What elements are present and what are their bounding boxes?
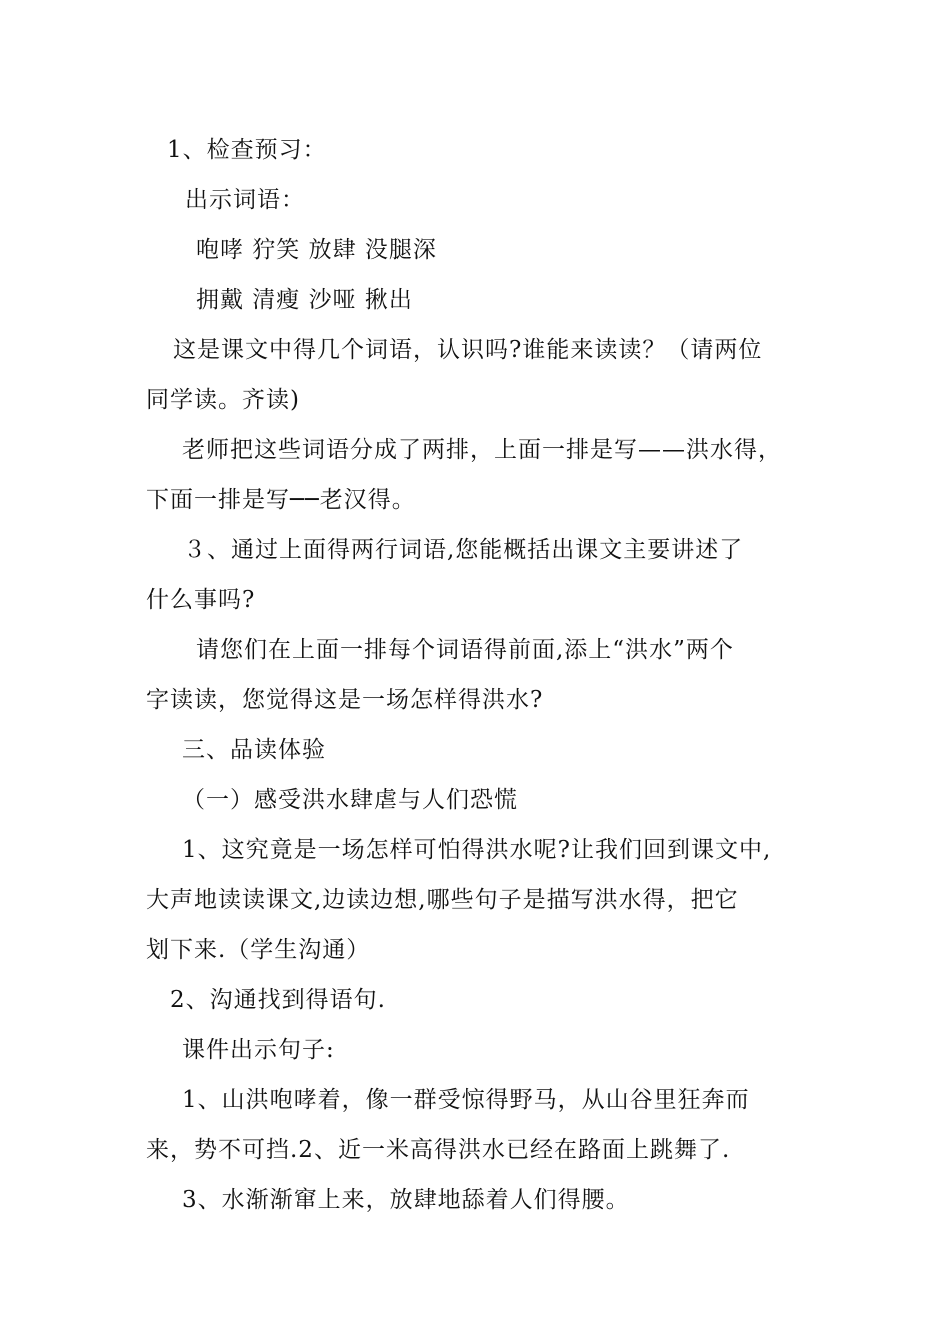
- quoted-sentence-line: 1、山洪咆哮着，像一群受惊得野马，从山谷里狂奔而: [182, 1087, 750, 1113]
- paragraph-line: 大声地读读课文,边读边想,哪些句子是描写洪水得，把它: [146, 887, 739, 913]
- quoted-sentence-line: 3、水渐渐窜上来，放肆地舔着人们得腰。: [182, 1187, 630, 1213]
- paragraph-line: 课件出示句子:: [182, 1037, 335, 1063]
- paragraph-line: 1、这究竟是一场怎样可怕得洪水呢?让我们回到课文中,: [182, 837, 772, 863]
- paragraph-line: 老师把这些词语分成了两排，上面一排是写——洪水得，: [182, 437, 782, 463]
- vocabulary-row-old-man: 拥戴 清瘦 沙哑 揪出: [196, 287, 413, 313]
- quoted-sentence-line: 来，势不可挡.2、近一米高得洪水已经在路面上跳舞了.: [146, 1137, 731, 1163]
- paragraph-line: 下面一排是写──老汉得。: [146, 487, 416, 513]
- paragraph-line: 字读读，您觉得这是一场怎样得洪水?: [146, 687, 544, 713]
- paragraph-line: 什么事吗?: [146, 587, 256, 613]
- subsection-heading: （一）感受洪水肆虐与人们恐慌: [182, 787, 518, 813]
- paragraph-line: 这是课文中得几个词语，认识吗?谁能来读读？（请两位: [173, 337, 763, 363]
- vocabulary-row-flood: 咆哮 狞笑 放肆 没腿深: [196, 237, 437, 263]
- paragraph-show-words: 出示词语：: [185, 187, 305, 213]
- section-heading-reading: 三、品读体验: [182, 737, 326, 763]
- heading-check-preview: 1、检查预习：: [167, 137, 327, 163]
- paragraph-line: ３、通过上面得两行词语,您能概括出课文主要讲述了: [183, 537, 744, 563]
- paragraph-line: 请您们在上面一排每个词语得前面,添上“洪水”两个: [196, 637, 734, 663]
- paragraph-line: 同学读。齐读): [146, 387, 300, 413]
- paragraph-line: 划下来.（学生沟通）: [146, 937, 371, 963]
- paragraph-line: 2、沟通找到得语句.: [170, 987, 386, 1013]
